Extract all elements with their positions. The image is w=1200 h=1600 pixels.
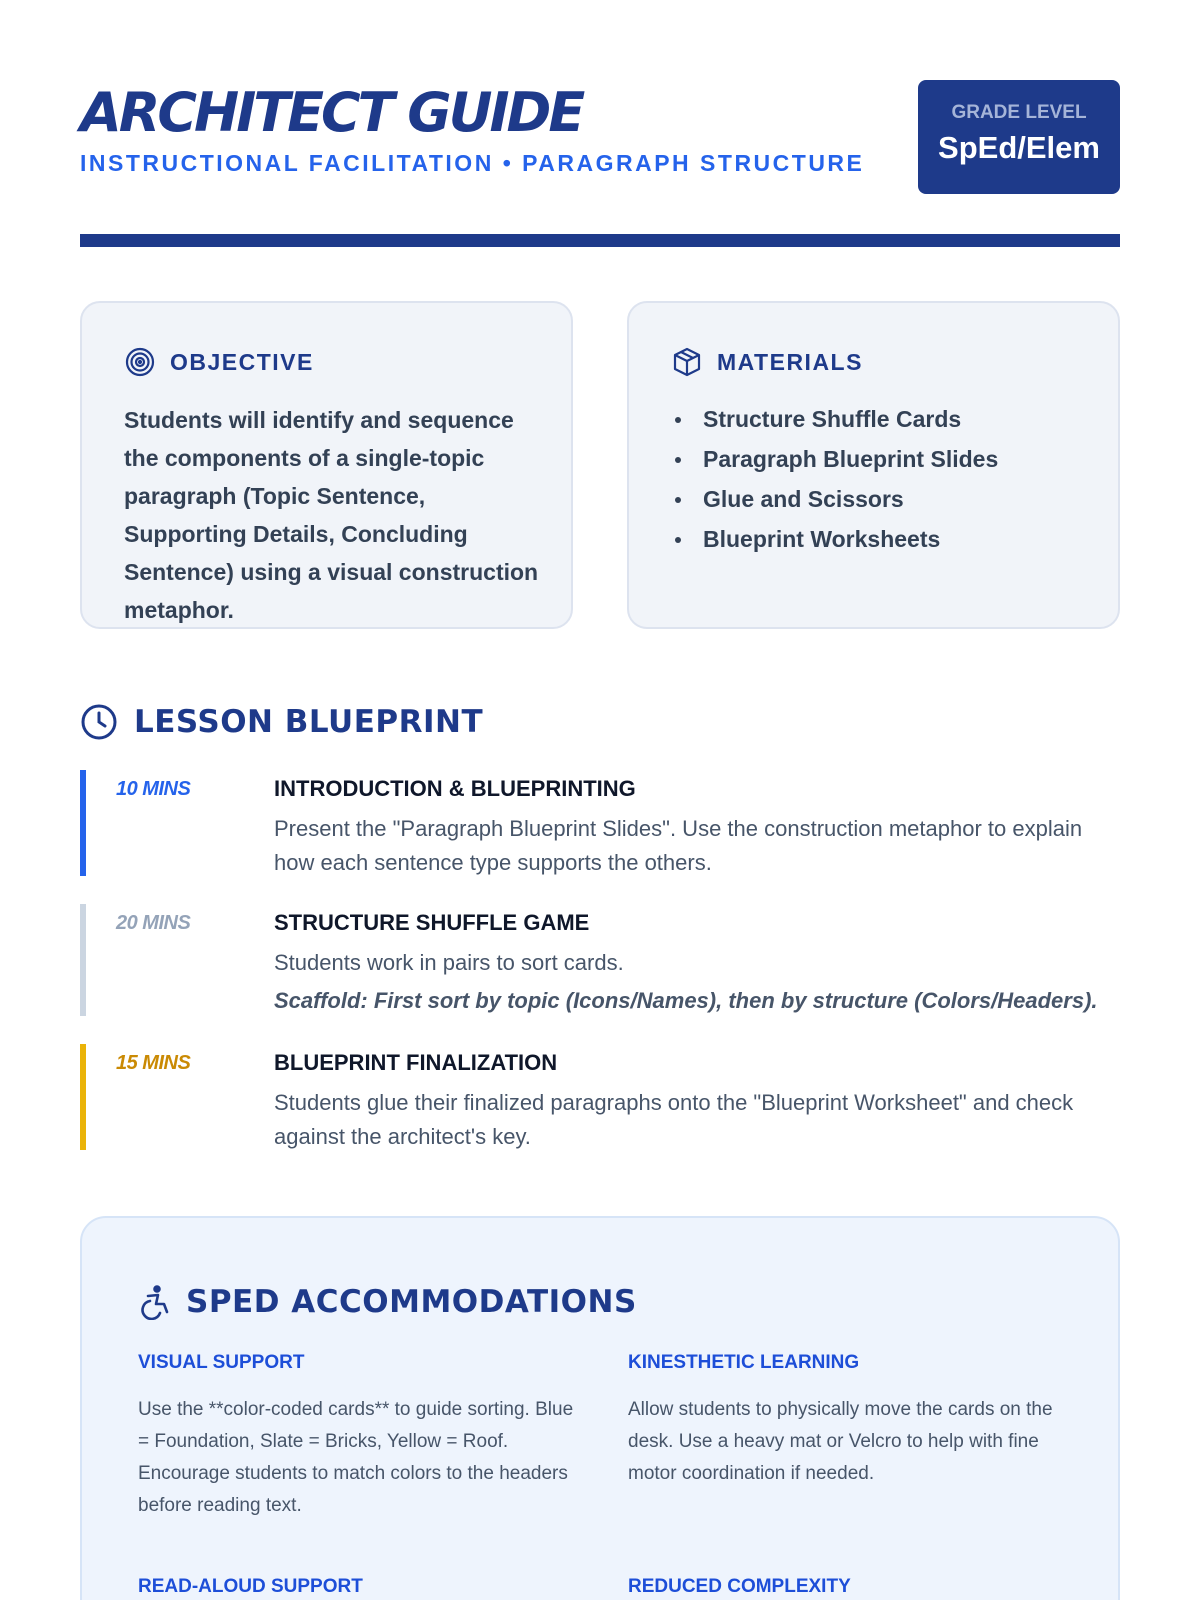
step-title: BLUEPRINT FINALIZATION xyxy=(274,1050,558,1075)
step-title: INTRODUCTION & BLUEPRINTING xyxy=(274,776,636,801)
list-item: Blueprint Worksheets xyxy=(671,519,998,559)
header-divider xyxy=(80,234,1120,247)
grade-level-value: SpEd/Elem xyxy=(938,130,1100,165)
step-title: STRUCTURE SHUFFLE GAME xyxy=(274,910,590,935)
step-description: Students glue their finalized paragraphs onto the "Blueprint Worksheet" and check against the architect's key. xyxy=(274,1090,1074,1149)
objective-card xyxy=(80,301,573,629)
step-accent-bar xyxy=(80,904,86,1016)
lesson-step-2 xyxy=(80,904,1120,1016)
materials-list xyxy=(671,399,998,559)
accommodation-title: VISUAL SUPPORT xyxy=(138,1352,305,1373)
accommodation-text: Use the **color-coded cards** to guide sorting. Blue = Foundation, Slate = Bricks, Yellow = Roof. Encourage students to match colors to the headers before reading text. xyxy=(138,1399,574,1516)
accommodations-header xyxy=(138,1282,637,1322)
accommodation-visual-support xyxy=(138,1352,578,1522)
step-accent-bar xyxy=(80,1044,86,1150)
clock-icon xyxy=(80,703,118,741)
lesson-step-3 xyxy=(80,1044,1120,1150)
objective-header xyxy=(124,345,314,379)
accommodation-title: KINESTHETIC LEARNING xyxy=(628,1352,860,1373)
sped-accommodations-panel xyxy=(80,1216,1120,1600)
header xyxy=(80,80,1120,200)
accommodations-title: SPED ACCOMMODATIONS xyxy=(186,1284,637,1320)
materials-title: MATERIALS xyxy=(717,348,863,375)
grade-level-label: GRADE LEVEL xyxy=(951,102,1087,123)
package-icon xyxy=(671,346,703,378)
accommodation-title: REDUCED COMPLEXITY xyxy=(628,1576,851,1597)
materials-card xyxy=(627,301,1120,629)
target-icon xyxy=(124,346,156,378)
list-item: Paragraph Blueprint Slides xyxy=(671,439,998,479)
step-duration: 15 MINS xyxy=(116,1052,191,1074)
lesson-step-1 xyxy=(80,770,1120,876)
accessibility-icon xyxy=(138,1284,174,1320)
page-subtitle: INSTRUCTIONAL FACILITATION • PARAGRAPH STRUCTURE xyxy=(80,150,865,176)
list-item: Glue and Scissors xyxy=(671,479,998,519)
accommodation-title: READ-ALOUD SUPPORT xyxy=(138,1576,363,1597)
step-accent-bar xyxy=(80,770,86,876)
step-description: Present the "Paragraph Blueprint Slides". Use the construction metaphor to explain how each sentence type supports the others. xyxy=(274,816,1083,875)
list-item: Structure Shuffle Cards xyxy=(671,399,998,439)
step-scaffold-note: Scaffold: First sort by topic (Icons/Names), then by structure (Colors/Headers). xyxy=(274,988,1098,1013)
step-duration: 20 MINS xyxy=(116,912,191,934)
materials-header xyxy=(671,345,863,379)
accommodation-reduced-complexity xyxy=(628,1576,1068,1600)
objective-title: OBJECTIVE xyxy=(170,348,314,375)
lesson-blueprint-title: LESSON BLUEPRINT xyxy=(134,704,484,740)
grade-level-badge xyxy=(918,80,1120,194)
lesson-blueprint-header xyxy=(80,700,483,744)
step-duration: 10 MINS xyxy=(116,778,191,800)
objective-text: Students will identify and sequence the components of a single-topic paragraph (Topic Sentence, Supporting Details, Concluding Sentence) using a visual construction metaphor. xyxy=(124,407,539,623)
accommodation-kinesthetic-learning xyxy=(628,1352,1068,1490)
step-description: Students work in pairs to sort cards. xyxy=(274,950,624,975)
accommodation-read-aloud-support xyxy=(138,1576,578,1600)
accommodation-text: Allow students to physically move the cards on the desk. Use a heavy mat or Velcro to help with fine motor coordination if needed. xyxy=(628,1399,1053,1484)
page-title: ARCHITECT GUIDE xyxy=(80,81,583,144)
